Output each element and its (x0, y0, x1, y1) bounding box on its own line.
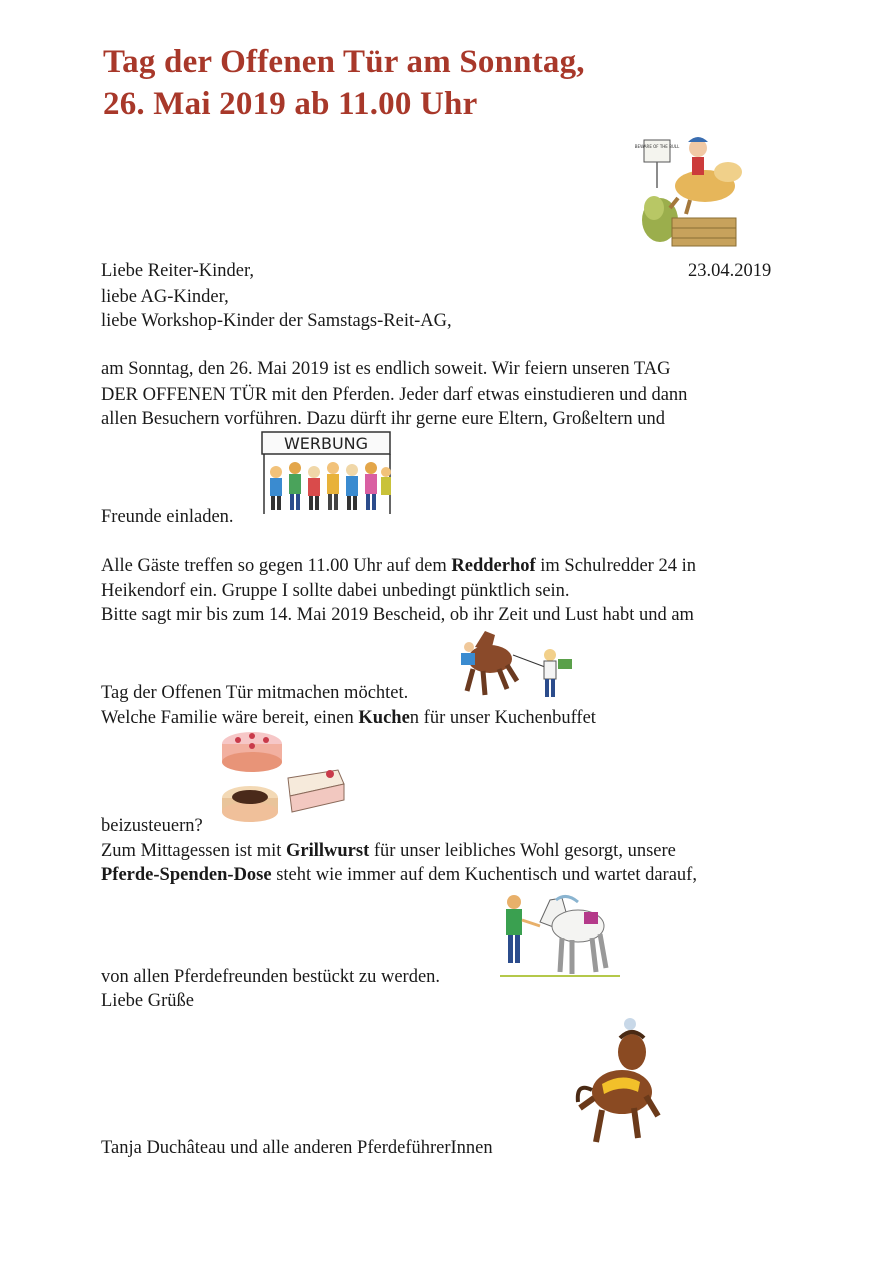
para2-line-8: Pferde-Spenden-Dose steht wie immer auf dem Kuchentisch und wartet darauf, (101, 865, 697, 885)
para1-line-1: am Sonntag, den 26. Mai 2019 ist es endlich soweit. Wir feiern unseren TAG (101, 359, 671, 379)
grillwurst-bold: Grillwurst (286, 841, 370, 861)
feeding-horse-illustration (500, 888, 620, 980)
werbung-sign-text: WERBUNG (283, 434, 369, 453)
para2-line-9: von allen Pferdefreunden bestückt zu werden. (101, 967, 441, 987)
spenden-dose-bold: Pferde-Spenden-Dose (101, 865, 272, 885)
kuchen-bold: Kuche (358, 708, 410, 728)
greeting-line-2: liebe AG-Kinder, (101, 287, 229, 307)
para2-line-4: Tag der Offenen Tür mitmachen möchtet. (101, 683, 409, 703)
prancing-pony-illustration (572, 1012, 664, 1157)
greeting-line-1: Liebe Reiter-Kinder, (101, 261, 254, 281)
redderhof-bold: Redderhof (451, 556, 536, 576)
title-line-1: Tag der Offenen Tür am Sonntag, (103, 44, 585, 80)
title-line-2: 26. Mai 2019 ab 11.00 Uhr (103, 86, 478, 122)
horse-lunging-illustration (455, 625, 580, 700)
para2-line-5: Welche Familie wäre bereit, einen Kuchen für unser Kuchenbuffet (101, 708, 596, 728)
closing: Liebe Grüße (101, 991, 194, 1011)
para1-line-4: Freunde einladen. (101, 507, 234, 527)
para2-line-6: beizusteuern? (101, 816, 203, 836)
greeting-line-3: liebe Workshop-Kinder der Samstags-Reit-AG, (101, 311, 452, 331)
para2-line-1: Alle Gäste treffen so gegen 11.00 Uhr auf dem Redderhof im Schulredder 24 in (101, 556, 696, 576)
para1-line-2: DER OFFENEN TÜR mit den Pferden. Jeder darf etwas einstudieren und dann (101, 385, 688, 405)
sign-text: BEWARE OF THE BULL (634, 144, 680, 149)
werbung-kids-illustration (258, 428, 402, 522)
para2-line-7: Zum Mittagessen ist mit Grillwurst für unser leibliches Wohl gesorgt, unsere (101, 841, 676, 861)
letter-date: 23.04.2019 (688, 261, 772, 281)
para2-line-3: Bitte sagt mir bis zum 14. Mai 2019 Bescheid, ob ihr Zeit und Lust habt und am (101, 605, 694, 625)
cakes-illustration (218, 724, 348, 829)
jumping-pony-illustration (634, 128, 752, 252)
signature: Tanja Duchâteau und alle anderen PferdeführerInnen (101, 1138, 493, 1158)
para1-line-3: allen Besuchern vorführen. Dazu dürft ihr gerne eure Eltern, Großeltern und (101, 409, 666, 429)
para2-line-2: Heikendorf ein. Gruppe I sollte dabei unbedingt pünktlich sein. (101, 581, 570, 601)
